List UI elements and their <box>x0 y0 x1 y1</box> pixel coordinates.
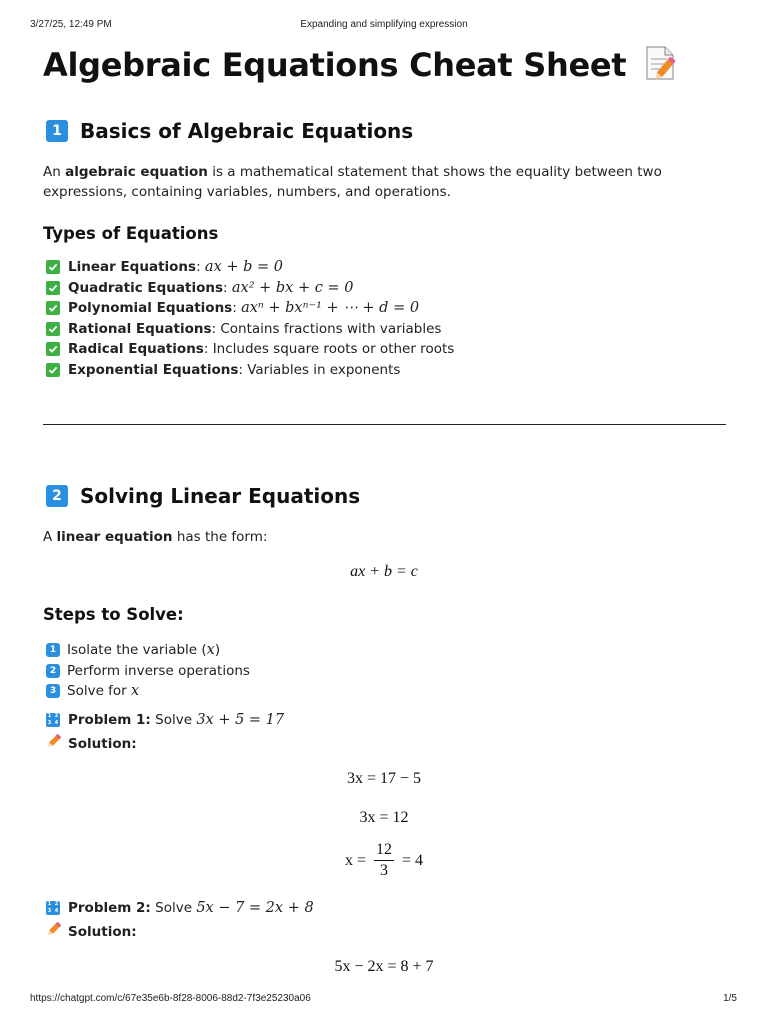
keycap-1-icon: 1 <box>46 120 68 142</box>
equation-type-item <box>46 278 454 299</box>
equation-type-sep: : <box>211 320 221 337</box>
memo-pencil-icon <box>643 45 677 89</box>
input-numbers-icon: 1 2 3 4 <box>47 901 59 914</box>
check-mark-icon <box>46 281 60 295</box>
problem-1-step-3 <box>0 840 768 881</box>
intro-rest: is a mathematical statement that shows the equality between two expressions, containing variables, numbers, and operations. <box>43 164 662 200</box>
input-numbers-icon: 1 2 3 4 <box>47 713 59 726</box>
problem-1-solution-label: Solution: <box>68 735 137 752</box>
equation-type-item <box>46 339 454 360</box>
linear-intro <box>43 527 733 547</box>
section-heading-basics <box>46 119 413 143</box>
frac-prefix: x = <box>344 851 370 869</box>
equation-type-desc: axⁿ + bxⁿ⁻¹ + ⋯ + d = 0 <box>241 300 420 317</box>
equation-type-item <box>46 360 454 381</box>
problem-2 <box>46 900 314 916</box>
problem-1-equation: 3x + 5 = 17 <box>196 712 285 728</box>
equation-type-sep: : <box>223 279 232 296</box>
intro-bold: linear equation <box>56 529 173 545</box>
section-heading-linear <box>46 484 360 508</box>
step-text: Perform inverse operations <box>67 662 250 679</box>
check-mark-icon <box>46 322 60 336</box>
keycap-icon: 1 <box>46 643 60 657</box>
problem-2-prompt: Solve <box>150 900 197 916</box>
equation-type-name: Radical Equations <box>68 341 204 358</box>
print-url: https://chatgpt.com/c/67e35e6b-8f28-8006-88d2-7f3e25230a06 <box>30 993 311 1004</box>
equation-type-item <box>46 298 454 319</box>
section-heading-text: Solving Linear Equations <box>80 484 361 508</box>
equation-type-sep: : <box>232 300 242 317</box>
linear-form-equation-text: ax + b = c <box>350 563 418 580</box>
equation-type-sep: : <box>196 259 205 276</box>
problem-1-step-1-text: 3x = 17 − 5 <box>346 770 422 787</box>
equation-type-sep: : <box>203 341 213 358</box>
step-item <box>46 640 250 661</box>
problem-1-label: Problem 1: <box>68 712 151 728</box>
problem-2-step-1 <box>0 958 768 976</box>
equation-type-desc: ax² + bx + c = 0 <box>231 279 354 296</box>
steps-list <box>46 640 250 702</box>
print-page-number: 1/5 <box>723 993 737 1004</box>
intro-bold: algebraic equation <box>65 164 208 180</box>
problem-2-solution-label: Solution: <box>68 923 137 940</box>
equation-type-item <box>46 319 454 340</box>
equation-type-name: Linear Equations <box>68 259 197 276</box>
section-heading-text: Basics of Algebraic Equations <box>80 119 414 143</box>
intro-prefix: A <box>43 529 57 545</box>
steps-heading: Steps to Solve: <box>43 605 184 624</box>
equation-type-desc: Includes square roots or other roots <box>212 341 455 358</box>
step-item <box>46 661 250 682</box>
equation-type-sep: : <box>238 361 248 378</box>
fraction <box>374 840 394 881</box>
equation-type-item <box>46 257 454 278</box>
keycap-2-icon: 2 <box>46 485 68 507</box>
problem-1-step-1 <box>0 770 768 788</box>
types-list <box>46 257 454 380</box>
print-datetime: 3/27/25, 12:49 PM <box>30 19 112 30</box>
equation-type-desc: ax + b = 0 <box>204 259 283 276</box>
problem-2-label: Problem 2: <box>68 900 151 916</box>
page-title <box>43 45 677 89</box>
step-math: x <box>206 642 215 659</box>
problem-2-solution-label-row <box>46 922 137 941</box>
problem-1-solution-label-row <box>46 734 137 753</box>
problem-1-step-2 <box>0 809 768 827</box>
intro-paragraph <box>43 162 733 202</box>
keycap-icon: 2 <box>46 664 60 678</box>
print-header <box>0 19 768 33</box>
step-item <box>46 681 250 702</box>
types-heading: Types of Equations <box>43 224 219 243</box>
problem-2-equation: 5x − 7 = 2x + 8 <box>196 900 314 916</box>
pencil-icon <box>46 734 61 753</box>
equation-type-name: Rational Equations <box>68 320 212 337</box>
problem-1-step-2-text: 3x = 12 <box>359 809 409 826</box>
step-after: ) <box>214 642 221 659</box>
check-mark-icon <box>46 301 60 315</box>
problem-2-step-1-text: 5x − 2x = 8 + 7 <box>334 958 434 975</box>
fraction-denominator: 3 <box>380 862 388 879</box>
equation-type-name: Polynomial Equations <box>68 300 233 317</box>
intro-rest: has the form: <box>172 529 268 545</box>
step-text: Solve for <box>67 683 132 700</box>
equation-type-name: Quadratic Equations <box>68 279 224 296</box>
problem-1-prompt: Solve <box>150 712 197 728</box>
section-divider <box>43 424 726 425</box>
print-footer <box>0 993 768 1007</box>
equation-type-name: Exponential Equations <box>68 361 239 378</box>
equation-type-desc: Variables in exponents <box>247 361 401 378</box>
step-math: x <box>131 683 140 700</box>
intro-prefix: An <box>43 164 66 180</box>
linear-form-equation <box>0 563 768 581</box>
problem-1 <box>46 712 284 728</box>
check-mark-icon <box>46 260 60 274</box>
equation-type-desc: Contains fractions with variables <box>220 320 442 337</box>
check-mark-icon <box>46 342 60 356</box>
frac-suffix: = 4 <box>398 851 424 869</box>
page-title-text: Algebraic Equations Cheat Sheet <box>43 46 627 84</box>
step-text: Isolate the variable ( <box>67 642 207 659</box>
print-doc-title: Expanding and simplifying expression <box>300 19 468 30</box>
check-mark-icon <box>46 363 60 377</box>
fraction-numerator: 12 <box>374 840 394 861</box>
keycap-icon: 3 <box>46 684 60 698</box>
pencil-icon <box>46 922 61 941</box>
